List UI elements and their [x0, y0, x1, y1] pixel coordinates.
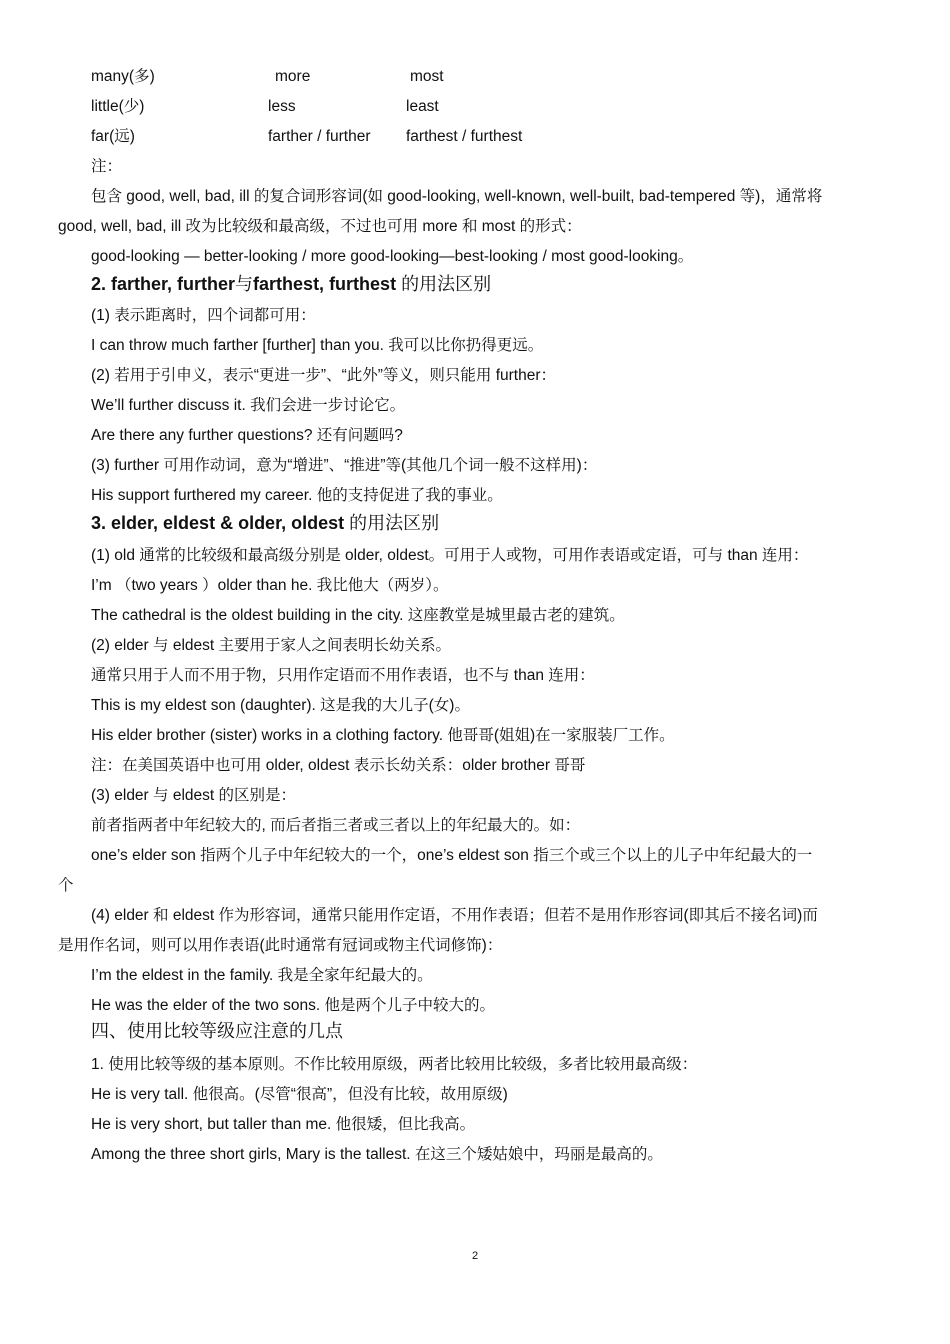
section-2-line: (2) 若用于引申义，表示“更进一步”、“此外”等义，则只能用 further： [91, 367, 557, 384]
heading-bold-part: 2. farther, further [91, 274, 236, 294]
section-3-line: 注：在美国英语中也可用 older, oldest 表示长幼关系：older brother 哥哥 [91, 757, 586, 774]
section-3-line: The cathedral is the oldest building in the city. 这座教堂是城里最古老的建筑。 [91, 607, 625, 624]
section-3-heading [91, 511, 439, 535]
table-row [0, 127, 950, 147]
table-row [0, 97, 950, 117]
superlative-form: most [410, 68, 444, 85]
section-3-line: His elder brother (sister) works in a clothing factory. 他哥哥(姐姐)在一家服装厂工作。 [91, 727, 675, 744]
section-3-wrapped-line2: 是用作名词，则可以用作表语(此时通常有冠词或物主代词修饰)： [58, 937, 503, 954]
section-3-line: I’m the eldest in the family. 我是全家年纪最大的。 [91, 967, 433, 984]
note-paragraph-line1: 包含 good, well, bad, ill 的复合词形容词(如 good-looking, well-known, well-built, bad-tempered 等)，通常将 [91, 188, 823, 205]
heading-bold-part: 3. elder, eldest & older, oldest [91, 513, 345, 533]
section-2-line: I can throw much farther [further] than you. 我可以比你扔得更远。 [91, 337, 544, 354]
section-3-wrapped-line2: 个 [58, 877, 74, 894]
section-3-wrapped-line1: (4) elder 和 eldest 作为形容词，通常只能用作定语，不用作表语；但若不是用作形容词(即其后不接名词)而 [91, 907, 818, 924]
section-2-line: His support furthered my career. 他的支持促进了我的事业。 [91, 487, 503, 504]
section-2-line: Are there any further questions? 还有问题吗? [91, 427, 403, 444]
section-3-line: He was the elder of the two sons. 他是两个儿子中较大的。 [91, 997, 495, 1014]
section-2-heading [91, 272, 491, 296]
section-3-line: (2) elder 与 eldest 主要用于家人之间表明长幼关系。 [91, 637, 451, 654]
section-2-line: We’ll further discuss it. 我们会进一步讨论它。 [91, 397, 406, 414]
section-3-line: (3) elder 与 eldest 的区别是： [91, 787, 296, 804]
heading-tail: 的用法区别 [401, 274, 492, 294]
superlative-form: farthest / furthest [406, 128, 523, 145]
note-example: good-looking — better-looking / more good-looking—best-looking / most good-looking。 [91, 248, 694, 265]
section-3-line: This is my eldest son (daughter). 这是我的大儿子(女)。 [91, 697, 470, 714]
section-3-line: I’m （two years ）older than he. 我比他大（两岁）。 [91, 577, 449, 594]
section-3-line: (1) old 通常的比较级和最高级分别是 older, oldest。可用于人或物，可用作表语或定语，可与 than 连用： [91, 547, 809, 564]
comparative-form: less [268, 98, 296, 115]
section-4-line: He is very tall. 他很高。(尽管“很高”，但没有比较，故用原级) [91, 1086, 508, 1103]
section-2-line: (3) further 可用作动词，意为“增进”、“推进”等(其他几个词一般不这样用)： [91, 457, 598, 474]
base-form: many(多) [91, 68, 155, 85]
section-3-line: 通常只用于人而不用于物，只用作定语而不用作表语，也不与 than 连用： [91, 667, 595, 684]
heading-connector: 与 [235, 274, 254, 294]
section-4-line: Among the three short girls, Mary is the tallest. 在这三个矮姑娘中，玛丽是最高的。 [91, 1146, 663, 1163]
heading-bold-part: farthest, furthest [253, 274, 397, 294]
heading-tail: 的用法区别 [349, 513, 440, 533]
note-paragraph-line2: good, well, bad, ill 改为比较级和最高级，不过也可用 more 和 most 的形式： [58, 218, 582, 235]
note-label: 注： [91, 158, 123, 175]
section-3-line: 前者指两者中年纪较大的, 而后者指三者或三者以上的年纪最大的。如： [91, 817, 581, 834]
comparative-form: more [275, 68, 311, 85]
section-4-title: 四、使用比较等级应注意的几点 [91, 1021, 343, 1042]
page-number: 2 [471, 1250, 479, 1262]
section-4-line: He is very short, but taller than me. 他很矮，但比我高。 [91, 1116, 476, 1133]
section-2-line: (1) 表示距离时，四个词都可用： [91, 307, 316, 324]
comparative-form: farther / further [268, 128, 371, 145]
base-form: far(远) [91, 128, 135, 145]
superlative-form: least [406, 98, 439, 115]
section-4-line: 1. 使用比较等级的基本原则。不作比较用原级，两者比较用比较级，多者比较用最高级： [91, 1056, 698, 1073]
section-3-wrapped-line1: one’s elder son 指两个儿子中年纪较大的一个，one’s eldest son 指三个或三个以上的儿子中年纪最大的一 [91, 847, 813, 864]
table-row [0, 67, 950, 87]
base-form: little(少) [91, 98, 145, 115]
